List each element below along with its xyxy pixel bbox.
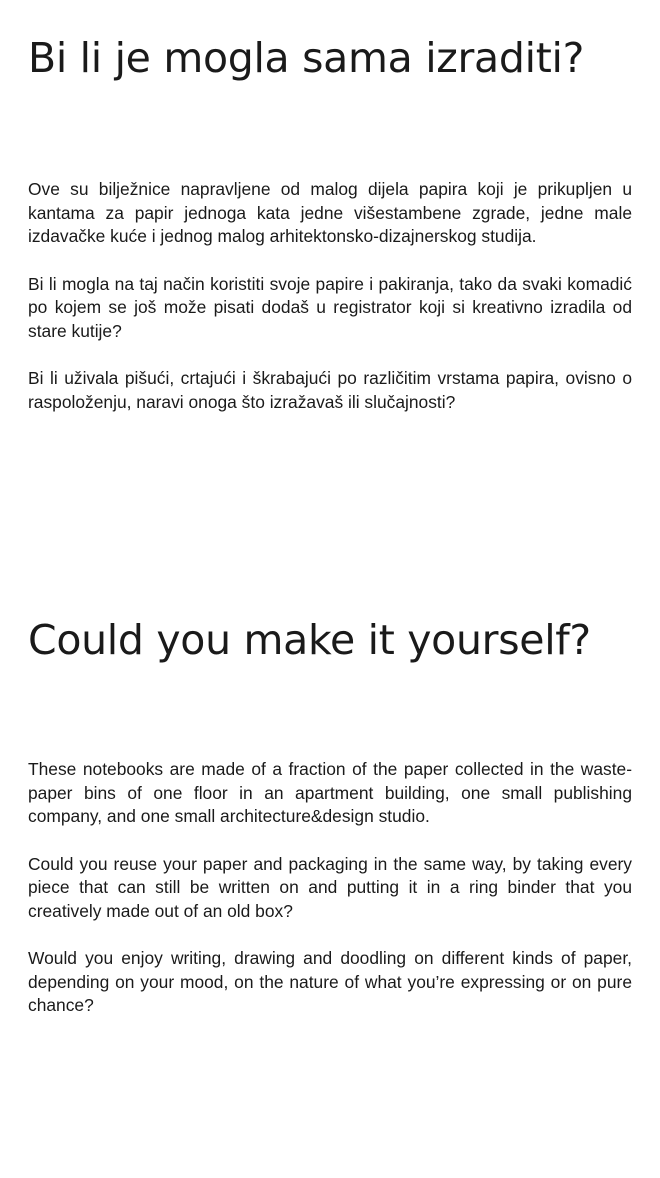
croatian-paragraph-1: Ove su bilježnice napravljene od malog dijela papira koji je prikupljen u kantama za papir jednoga kata jedne višestambene zgrade, jedne male izdavačke kuće i jednog malog arhitektonsko-dizajnerskog studija.: [28, 179, 632, 246]
english-paragraph-2: Could you reuse your paper and packaging in the same way, by taking every piece that can still be written on and putting it in a ring binder that you creatively made out of an old box?: [28, 853, 632, 921]
croatian-paragraph-2: Bi li mogla na taj način koristiti svoje papire i pakiranja, tako da svaki komadić po kojem se još može pisati dodaš u registrator koji si kreativno izradila od stare kutije?: [28, 273, 632, 341]
croatian-section: [28, 30, 632, 412]
english-heading: Could you make it yourself?: [28, 616, 591, 664]
croatian-paragraph-3: Bi li uživala pišući, crtajući i škrabajući po različitim vrstama papira, ovisno o raspoloženju, naravi onoga što izražavaš ili slučajnosti?: [28, 368, 632, 412]
croatian-body: [28, 178, 632, 438]
english-section: [28, 612, 632, 1015]
english-paragraph-1: These notebooks are made of a fraction of the paper collected in the waste-paper bins of one floor in an apartment building, one small publishing company, and one small architecture&design studio.: [28, 759, 632, 826]
croatian-heading: Bi li je mogla sama izraditi?: [28, 34, 585, 82]
english-body: [28, 758, 632, 1042]
english-paragraph-3: Would you enjoy writing, drawing and doodling on different kinds of paper, depending on your mood, on the nature of what you’re expressing or on pure chance?: [28, 948, 632, 1015]
